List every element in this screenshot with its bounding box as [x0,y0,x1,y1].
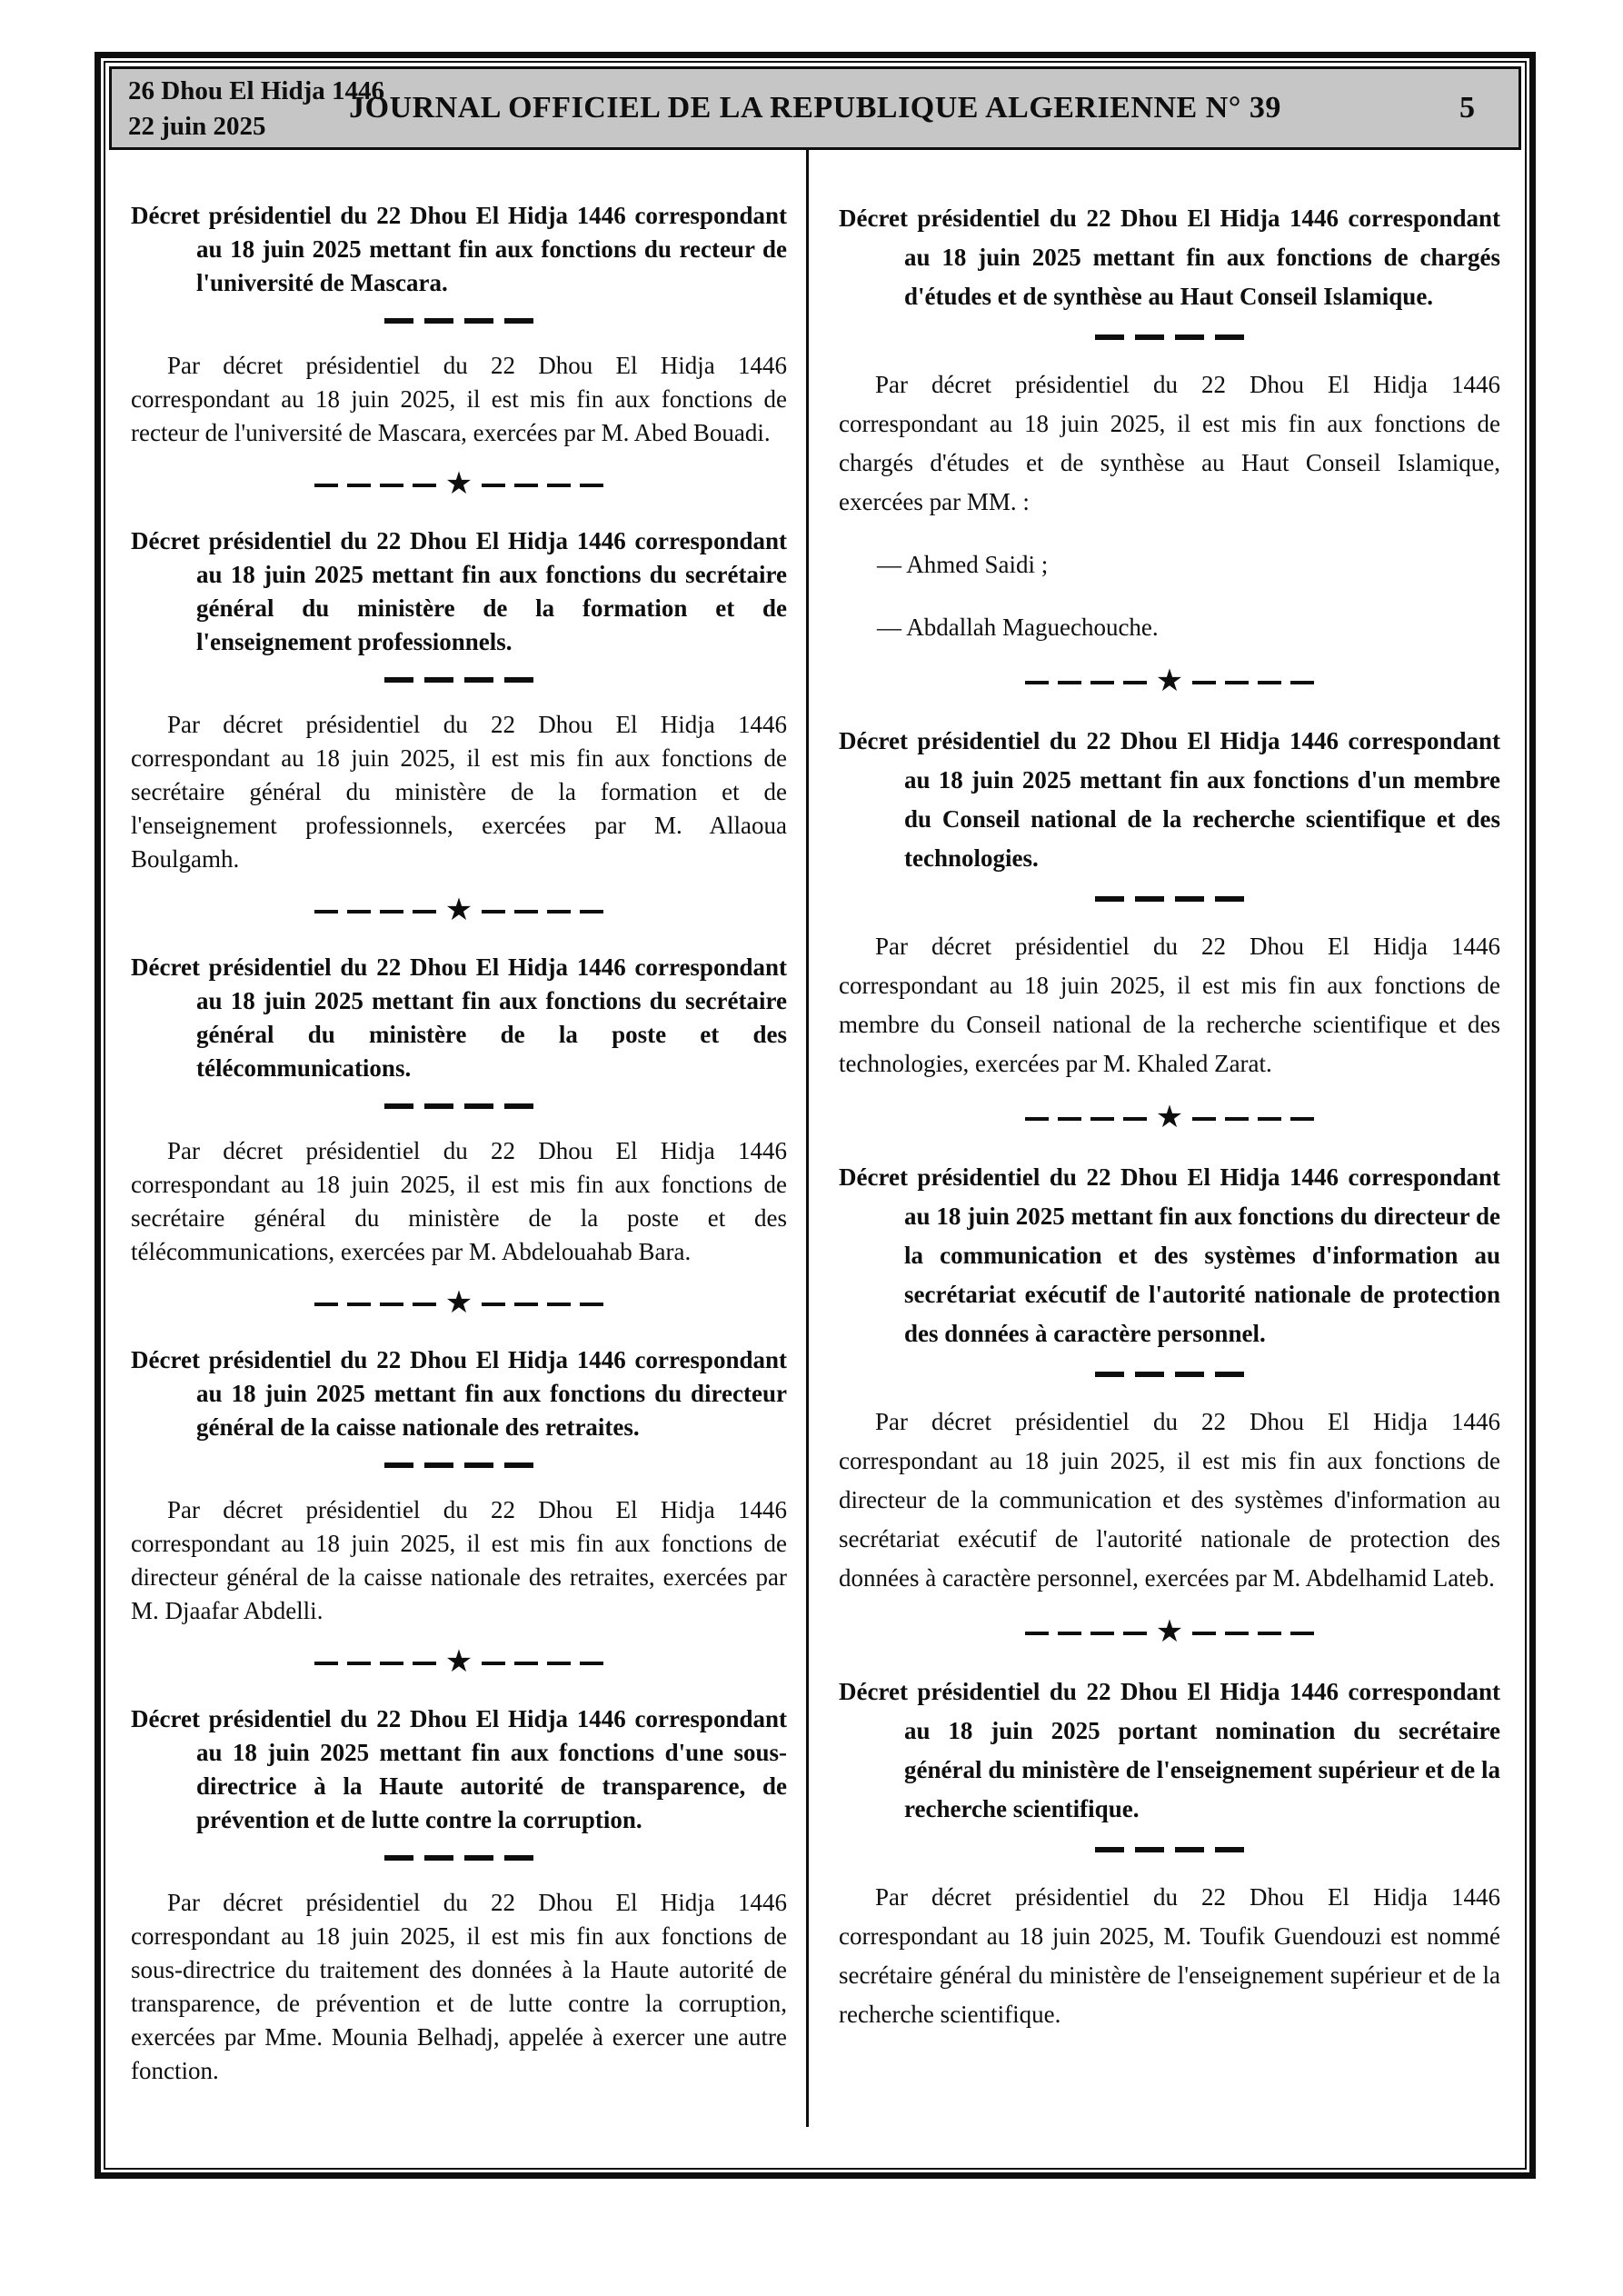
decree-body: Par décret présidentiel du 22 Dhou El Hidja 1446 correspondant au 18 juin 2025, il est mis fin aux fonctions de chargés d'études et de synthèse au Haut Conseil Islamique, exercées par MM. : [839,371,1500,515]
decree-heading: Décret présidentiel du 22 Dhou El Hidja 1446 correspondant au 18 juin 2025 portant nomination du secrétaire général du ministère de l'enseignement supérieur et de la recherche scientifique. [839,1678,1500,1822]
dashes [1025,1632,1147,1635]
column-right [839,150,1500,2034]
separator-dashes [384,318,533,324]
journal-title: JOURNAL OFFICIEL DE LA REPUBLIQUE ALGERIENNE N° 39 [349,91,1281,125]
separator-star [131,1645,787,1679]
star-icon: ★ [444,893,473,927]
decree [131,1702,787,2088]
decree-body: Par décret présidentiel du 22 Dhou El Hidja 1446 correspondant au 18 juin 2025, il est mis fin aux fonctions de recteur de l'université de Mascara, exercées par M. Abed Bouadi. [131,352,787,446]
column-left [131,150,787,2088]
star-icon: ★ [1155,1101,1184,1134]
decree-heading: Décret présidentiel du 22 Dhou El Hidja 1446 correspondant au 18 juin 2025 mettant fin aux fonctions du secrétaire général du ministère de la formation et de l'enseignement professionnels. [131,527,787,655]
dashes [1192,1632,1314,1635]
column-divider [806,150,809,2127]
date-gregorian: 22 juin 2025 [128,112,266,141]
separator-dashes [1095,334,1244,340]
star-icon: ★ [444,1645,473,1679]
decree-body: Par décret présidentiel du 22 Dhou El Hidja 1446 correspondant au 18 juin 2025, il est mis fin aux fonctions de directeur général de la caisse nationale des retraites, exercées par M. Djaafar Abdelli. [131,1496,787,1624]
decree-heading: Décret présidentiel du 22 Dhou El Hidja 1446 correspondant au 18 juin 2025 mettant fin aux fonctions d'une sous-directrice à la Haute autorité de transparence, de prévention et de lutte contre la corruption. [131,1705,787,1833]
separator-star [839,1103,1500,1134]
star-icon: ★ [1155,664,1184,698]
decree [131,1343,787,1628]
date-hijri: 26 Dhou El Hidja 1446 [128,76,384,105]
separator-star [131,1286,787,1320]
separator-star [839,1615,1500,1649]
decree-body: Par décret présidentiel du 22 Dhou El Hidja 1446 correspondant au 18 juin 2025, il est mis fin aux fonctions de sous-directrice du traitement des données à la Haute autorité de transparence, de prévention et de lutte contre la corruption, exercées par Mme. Mounia Belhadj, appelée à exercer une autre fonction. [131,1889,787,2084]
list-item: — Abdallah Maguechouche. [877,614,1159,641]
page-border [95,52,1536,2179]
dashes [314,484,436,487]
dashes [482,1662,603,1665]
decree-heading: Décret présidentiel du 22 Dhou El Hidja 1446 correspondant au 18 juin 2025 mettant fin aux fonctions de chargés d'études et de synthèse au Haut Conseil Islamique. [839,205,1500,310]
separator-dashes [384,1855,533,1861]
decree [839,1158,1500,1598]
separator-star [131,893,787,927]
dashes [314,1303,436,1306]
decree-heading: Décret présidentiel du 22 Dhou El Hidja 1446 correspondant au 18 juin 2025 mettant fin aux fonctions du directeur général de la caisse nationale des retraites. [131,1346,787,1441]
dashes [482,910,603,913]
dashes [1025,1117,1147,1121]
decree-body: Par décret présidentiel du 22 Dhou El Hidja 1446 correspondant au 18 juin 2025, il est mis fin aux fonctions de membre du Conseil national de la recherche scientifique et des technologies, exercées par M. Khaled Zarat. [839,933,1500,1077]
decree-heading: Décret présidentiel du 22 Dhou El Hidja 1446 correspondant au 18 juin 2025 mettant fin aux fonctions d'un membre du Conseil national de la recherche scientifique et des technologies. [839,727,1500,872]
page-border-inner [104,61,1527,2170]
separator-dashes [384,1462,533,1468]
decree [131,951,787,1269]
decree [131,524,787,876]
content [105,150,1525,2127]
masthead [109,66,1521,150]
separator-star [131,467,787,501]
separator-dashes [1095,1847,1244,1852]
dashes [482,1303,603,1306]
decree [131,199,787,450]
separator-dashes [384,1103,533,1109]
decree-body: Par décret présidentiel du 22 Dhou El Hidja 1446 correspondant au 18 juin 2025, il est mis fin aux fonctions de secrétaire général du ministère de la poste et des télécommunications, exercées par M. Abdelouahab Bara. [131,1137,787,1265]
dashes [482,484,603,487]
dashes [1192,681,1314,684]
decree [839,1672,1500,2034]
star-icon: ★ [1155,1615,1184,1649]
decree [839,199,1500,647]
separator-dashes [384,677,533,683]
separator-dashes [1095,896,1244,902]
dashes [1192,1117,1314,1121]
dashes [1025,681,1147,684]
decree-body: Par décret présidentiel du 22 Dhou El Hidja 1446 correspondant au 18 juin 2025, il est mis fin aux fonctions de secrétaire général du ministère de la formation et de l'enseignement professionnels, exercées par M. Allaoua Boulgamh. [131,711,787,873]
dashes [314,910,436,913]
decree-heading: Décret présidentiel du 22 Dhou El Hidja 1446 correspondant au 18 juin 2025 mettant fin aux fonctions du recteur de l'université de Mascara. [131,202,787,296]
decree-body: Par décret présidentiel du 22 Dhou El Hidja 1446 correspondant au 18 juin 2025, il est mis fin aux fonctions de directeur de la communication et des systèmes d'information au secrétariat exécutif de l'autorité nationale de protection des données à caractère personnel, exercées par M. Abdelhamid Lateb. [839,1408,1500,1592]
separator-star [839,664,1500,698]
decree-heading: Décret présidentiel du 22 Dhou El Hidja 1446 correspondant au 18 juin 2025 mettant fin aux fonctions du secrétaire général du ministère de la poste et des télécommunications. [131,953,787,1082]
star-icon: ★ [444,467,473,501]
decree-heading: Décret présidentiel du 22 Dhou El Hidja 1446 correspondant au 18 juin 2025 mettant fin aux fonctions du directeur de la communication et des systèmes d'information au secrétariat exécutif de l'autorité nationale de protection des données à caractère personnel. [839,1163,1500,1347]
page-number: 5 [1459,91,1475,125]
dashes [314,1662,436,1665]
list-item: — Ahmed Saidi ; [877,551,1049,578]
decree [839,722,1500,1083]
decree-body: Par décret présidentiel du 22 Dhou El Hidja 1446 correspondant au 18 juin 2025, M. Toufik Guendouzi est nommé secrétaire général du ministère de l'enseignement supérieur et de la recherche scientifique. [839,1883,1500,2028]
star-icon: ★ [444,1286,473,1320]
separator-dashes [1095,1372,1244,1377]
